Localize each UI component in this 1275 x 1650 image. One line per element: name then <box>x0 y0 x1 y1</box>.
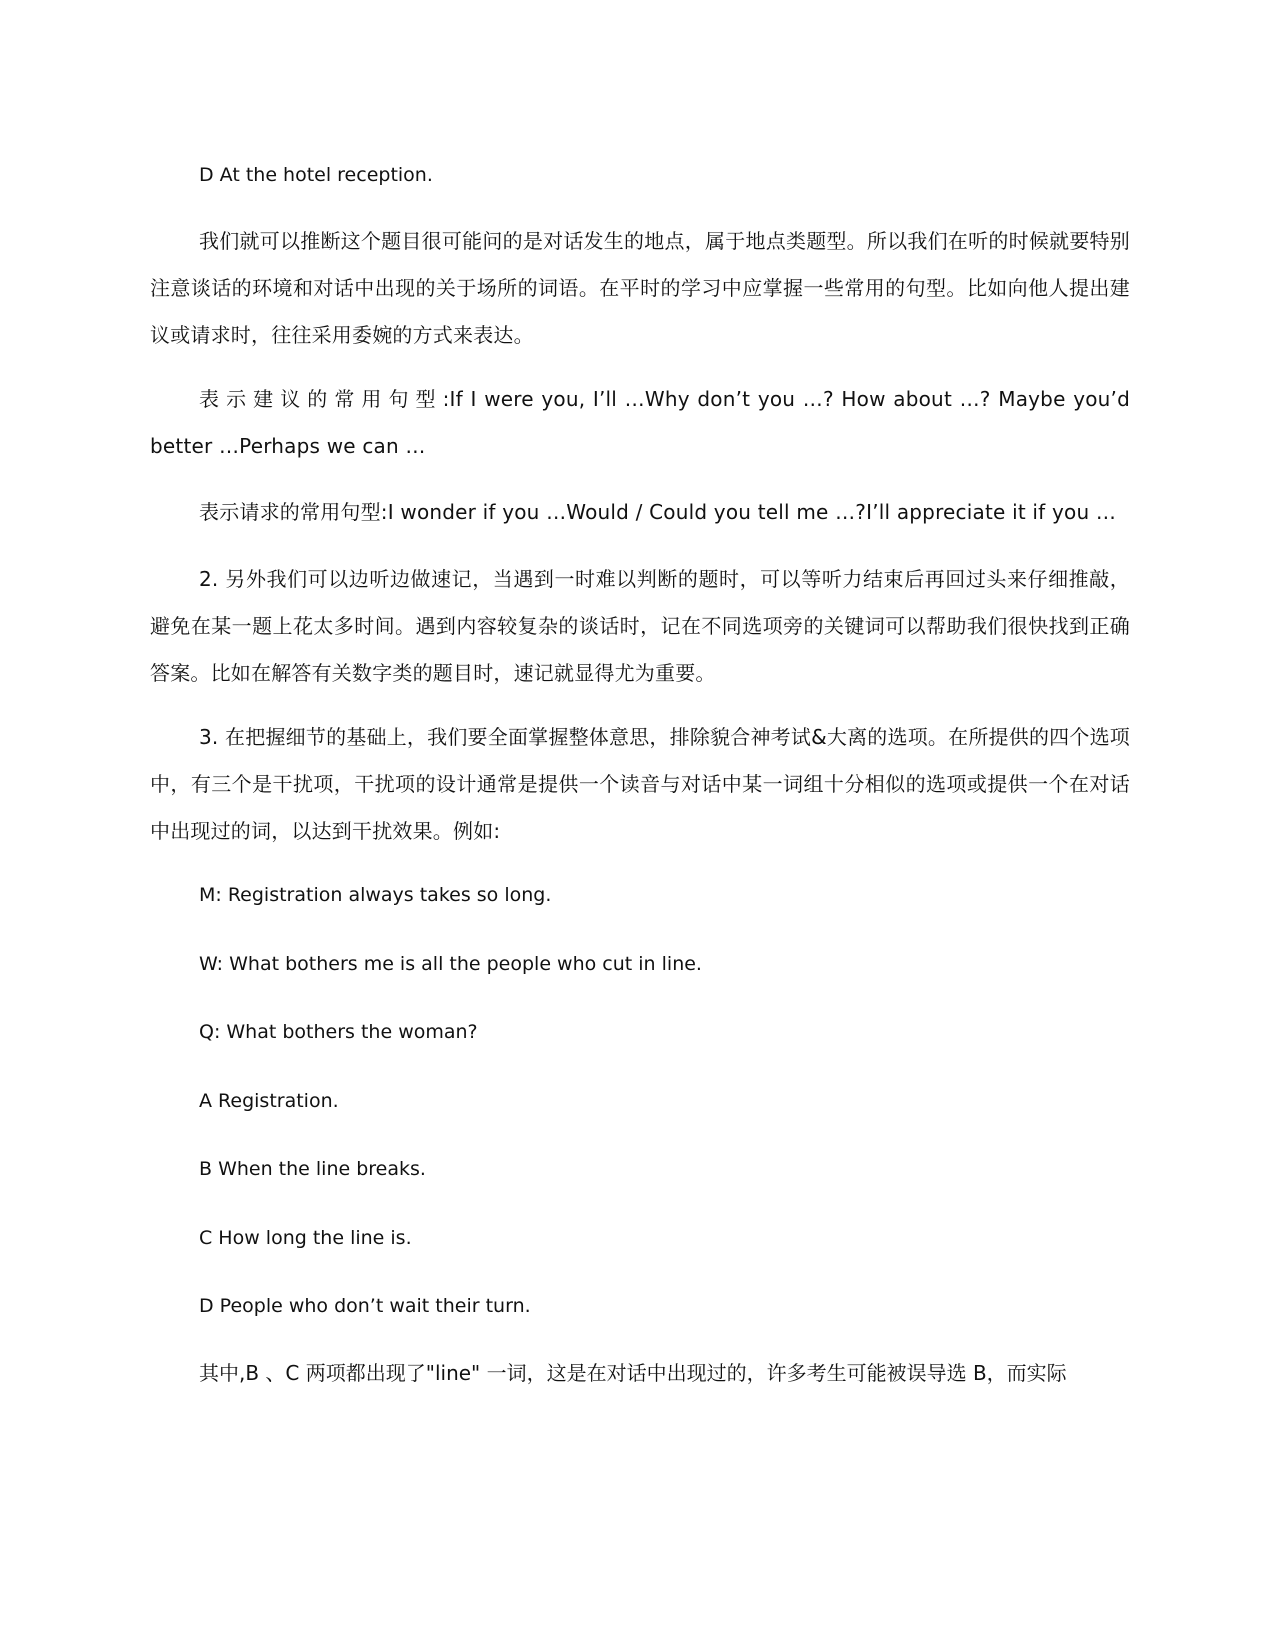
option-b: B When the line breaks. <box>199 1158 426 1180</box>
dialog-man-line: M: Registration always takes so long. <box>199 884 552 906</box>
question-line: Q: What bothers the woman? <box>199 1021 478 1043</box>
paragraph-suggestion-patterns <box>150 376 1130 470</box>
paragraph-distractor-tip: 3. 在把握细节的基础上，我们要全面掌握整体意思，排除貌合神考试&大离的选项。在所提供的四个选项中，有三个是干扰项，干扰项的设计通常是提供一个读音与对话中某一词组十分相似的选项或提供一个在对话中出现过的词，以达到干扰效果。例如: <box>150 725 1130 843</box>
dialog-woman-line: W: What bothers me is all the people who cut in line. <box>199 953 702 975</box>
option-d-hotel: D At the hotel reception. <box>199 164 433 186</box>
option-c: C How long the line is. <box>199 1227 412 1249</box>
suggestion-sentences: :If I were you, I’ll …Why don’t you …? How about …? Maybe you’d better …Perhaps we can … <box>150 387 1131 458</box>
paragraph-request-patterns: 表示请求的常用句型:I wonder if you …Would / Could you tell me …?I’ll appreciate it if you … <box>199 500 1117 524</box>
paragraph-shorthand-tip: 2. 另外我们可以边听边做速记，当遇到一时难以判断的题时，可以等听力结束后再回过头来仔细推敲，避免在某一题上花太多时间。遇到内容较复杂的谈话时，记在不同选项旁的关键词可以帮助我们很快找到正确答案。比如在解答有关数字类的题目时，速记就显得尤为重要。 <box>150 567 1130 685</box>
paragraph-analysis: 其中,B 、C 两项都出现了"line" 一词，这是在对话中出现过的，许多考生可能被误导选 B，而实际 <box>199 1361 1067 1385</box>
option-a: A Registration. <box>199 1090 339 1112</box>
paragraph-location-inference: 我们就可以推断这个题目很可能问的是对话发生的地点，属于地点类题型。所以我们在听的时候就要特别注意谈话的环境和对话中出现的关于场所的词语。在平时的学习中应掌握一些常用的句型。比如向他人提出建议或请求时，往往采用委婉的方式来表达。 <box>150 229 1130 347</box>
suggestion-label: 表示建议的常用句型 <box>199 387 443 411</box>
option-d: D People who don’t wait their turn. <box>199 1295 531 1317</box>
